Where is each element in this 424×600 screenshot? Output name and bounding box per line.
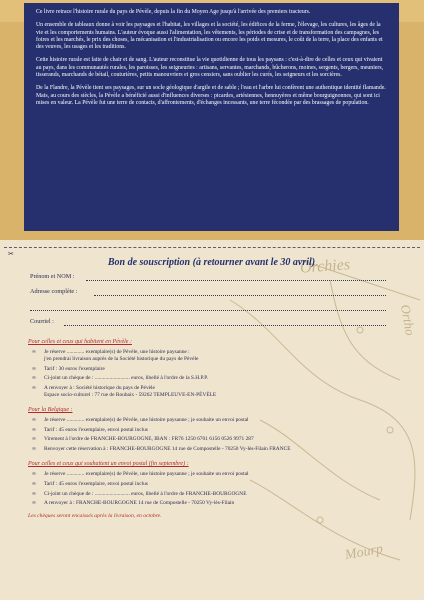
- postal-section-heading: [28, 461, 399, 468]
- belgique-return-text: Renvoyer cette réservation à : FRANCHE-BOURGOGNE 14 rue de Compostelle - 70250 Vy-lès-Filain FRANCE: [44, 446, 291, 453]
- pevele-price-text: Tarif : 30 euros l'exemplaire: [44, 365, 105, 372]
- map-label-mourp: Mourp: [343, 541, 385, 564]
- intro-paragraph-4: De la Flandre, la Pévèle tient ses paysages, sur un socle géologique d'argile et de sable ; l'eau et l'arbre lui confèrent une authentique identité flamande. Mais, au cours des siècles, la Pévèle a bénéficié aussi d'influences diverses : picardes, artésiennes, hennuyères et même bourguignonnes, qui sont ici mises en valeur. La Pévèle fut une terre de contacts, d'affrontements, d'échanges incessants, une terre fécondée par des brassages de population.: [36, 85, 386, 106]
- pevele-price-item: [24, 366, 399, 373]
- subscription-form: [24, 255, 399, 520]
- email-label: Courriel :: [30, 318, 54, 325]
- address-line-1[interactable]: [94, 295, 386, 296]
- bullet-mark-icon: ∞: [32, 436, 36, 443]
- bullet-mark-icon: ∞: [32, 375, 36, 382]
- belgique-reserve-text: Je réserve ............. exemplaire(s) de Pévèle, une histoire paysanne ; je souhaite un envoi postal: [44, 416, 249, 423]
- bullet-mark-icon: ∞: [32, 416, 36, 423]
- intro-paragraph-1: Ce livre retrace l'histoire rurale du pays de Pévèle, depuis la fin du Moyen Age jusqu'à l'arrivée des premiers tracteurs.: [36, 9, 311, 15]
- pevele-return-item: [24, 385, 399, 399]
- pevele-cheque-item: [24, 375, 399, 382]
- pevele-section-heading: [28, 339, 399, 346]
- address-field[interactable]: [24, 286, 399, 301]
- belgique-heading-text: Pour la Belgique :: [28, 406, 73, 413]
- email-field[interactable]: [24, 316, 399, 331]
- postal-heading-text: Pour celles et ceux qui souhaitent un envoi postal (fin septembre) :: [28, 460, 189, 467]
- belgique-transfer-item: [24, 436, 399, 443]
- form-title: Bon de souscription (à retourner avant le 30 avril): [107, 257, 316, 268]
- bullet-mark-icon: ∞: [32, 385, 36, 392]
- postal-reserve-text: Je réserve ............. exemplaire(s) de Pévèle, une histoire paysanne ; je souhaite un envoi postal: [44, 470, 249, 477]
- name-field[interactable]: [24, 271, 399, 286]
- belgique-price-item: [24, 427, 399, 434]
- scissors-icon: ✂: [8, 250, 14, 258]
- payment-note: Les chèques seront encaissés après la livraison, en octobre.: [28, 513, 162, 520]
- address-field-2[interactable]: [24, 301, 399, 316]
- postal-cheque-text: Ci-joint un chèque de : .......................... euros, libellé à l'ordre de FRANCHE-BOURGOGNE: [44, 490, 247, 497]
- intro-text-box: [24, 3, 399, 231]
- postal-price-item: [24, 481, 399, 488]
- bullet-mark-icon: ∞: [32, 500, 36, 507]
- pevele-return-text: A renvoyer à : Société historique du pays de Pévèle: [44, 385, 155, 392]
- postal-return-text: A renvoyer à : FRANCHE-BOURGOGNE 14 rue de Compostelle - 70250 Vy-lès-Filain: [44, 500, 235, 507]
- belgique-reserve-item: [24, 417, 399, 424]
- bullet-mark-icon: ∞: [32, 426, 36, 433]
- cut-line: [4, 247, 420, 248]
- belgique-transfer-text: Virement à l'ordre de FRANCHE-BOURGOGNE, IBAN : FR76 1250 6701 6156 0526 9971 287: [44, 436, 254, 443]
- bullet-mark-icon: ∞: [32, 490, 36, 497]
- bullet-mark-icon: ∞: [32, 480, 36, 487]
- pevele-reserve-text-2: j'en prendrai livraison auprès de la Société historique du pays de Pévèle: [44, 355, 199, 362]
- belgique-section-heading: [28, 407, 399, 414]
- pevele-cheque-text: Ci-joint un chèque de : .......................... euros, libellé à l'ordre de la S.H.P.P.: [44, 375, 209, 382]
- address-line-2[interactable]: [30, 310, 386, 311]
- name-line[interactable]: [86, 280, 386, 281]
- postal-reserve-item: [24, 471, 399, 478]
- belgique-return-item: [24, 446, 399, 453]
- pevele-reserve-text: Je réserve ............. exemplaire(s) de Pévèle, une histoire paysanne :: [44, 349, 190, 355]
- pevele-reserve-item: [24, 349, 399, 363]
- address-label: Adresse complète :: [30, 288, 78, 295]
- intro-paragraph-2: Un ensemble de tableaux donne à voir les paysages et l'habitat, les villages et la société, les édifices de la ferme, l'élevage, les cultures, les âges de la vie et les comportements humains. L'auteur évoque aussi l'alimentation, les vêtements, les périodes de crise et de transformation des campagnes, les foires et les marchés, le prix des choses, la mécanisation et l'industrialisation ou encore les poids et mesures, le coût de la terre, la place des enfants et des veuves, les usages et les traditions.: [36, 22, 383, 51]
- name-label: Prénom et NOM :: [30, 273, 75, 280]
- intro-paragraph-3: Cette histoire rurale est faite de chair et de sang. L'auteur reconstitue la vie quotidienne de tous les paysans : c'est-à-dire de celles et ceux qui vivaient au pays, dans les communautés rurales, les paroisses, les seigneuries : artisans, servantes, marchands, bûcherons, moines, sergents, bergers, meuniers, tisserands, marchands de bétail, couturières, petits manouvriers et gros censiers, sans oublier les curés, les seigneurs et les sorcières.: [36, 57, 384, 79]
- postal-return-item: [24, 500, 399, 507]
- bullet-mark-icon: ∞: [32, 365, 36, 372]
- postal-cheque-item: [24, 491, 399, 498]
- pevele-heading-text: Pour celles et ceux qui habitent en Pévèle :: [28, 339, 132, 345]
- bullet-mark-icon: ∞: [32, 446, 36, 453]
- map-label-ortho: Ortho: [397, 303, 419, 337]
- belgique-price-text: Tarif : 45 euros l'exemplaire, envoi postal inclus: [44, 426, 148, 433]
- postal-price-text: Tarif : 45 euros l'exemplaire, envoi postal inclus: [44, 480, 148, 487]
- pevele-return-address: Espace socio-culturel : 77 rue de Roubaix - 59262 TEMPLEUVE-EN-PÉVÈLE: [44, 391, 217, 398]
- bullet-mark-icon: ∞: [32, 470, 36, 477]
- email-line[interactable]: [64, 325, 386, 326]
- map-label-orchies: Orchies: [299, 256, 351, 277]
- bullet-mark-icon: ∞: [32, 349, 36, 355]
